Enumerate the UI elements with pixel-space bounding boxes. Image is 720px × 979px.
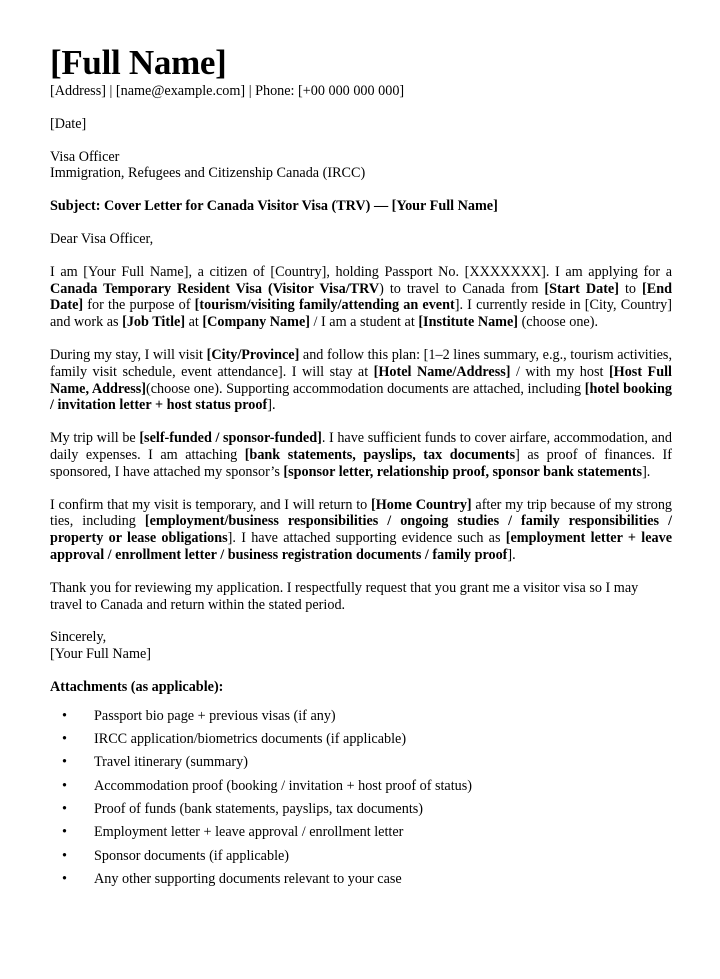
text-run: ] as proof of finances. If sponsored, I have attached my sponsor’s (50, 446, 672, 480)
salutation: Dear Visa Officer, (50, 230, 154, 247)
list-item (50, 871, 672, 894)
text-run: for the purpose of (83, 297, 195, 314)
signature-block (50, 629, 672, 663)
recipient-organization: Immigration, Refugees and Citizenship Canada (IRCC) (50, 165, 366, 182)
bullet-icon: • (62, 777, 67, 794)
text-run: I confirm that my visit is temporary, and I will return to (50, 496, 371, 513)
recipient-block (50, 149, 672, 183)
bold-run: [sponsor letter, relationship proof, sponsor bank statements (283, 463, 643, 480)
paragraph-funding (50, 430, 672, 480)
list-item-text: Travel itinerary (summary) (94, 754, 248, 771)
text-run: During my stay, I will visit (50, 346, 207, 363)
bold-run: [City/Province] (206, 346, 300, 363)
bold-run: Canada Temporary Resident Visa (Visitor Visa/TRV (50, 280, 380, 297)
list-item (50, 824, 672, 847)
list-item-text: Accommodation proof (booking / invitation + host proof of status) (94, 777, 473, 794)
text-run: after my trip because of my strong ties, including (50, 496, 673, 530)
attachments-heading (50, 679, 672, 696)
bold-run: [self-funded / sponsor-funded] (139, 430, 322, 447)
bold-run: [bank statements, payslips, tax documents (244, 446, 516, 463)
text-run: ]. I currently reside in [City, Country] and work as (50, 297, 672, 331)
text-run: and follow this plan: [1–2 lines summary, e.g., tourism activities, family visit schedule, event attendance]. I will stay at (50, 346, 672, 380)
bullet-icon: • (62, 754, 67, 771)
contact-line: [Address] | [name@example.com] | Phone: [+00 000 000 000] (50, 83, 405, 99)
bold-run: [Start Date] (544, 280, 619, 297)
text-run: ]. (507, 546, 516, 563)
paragraph-purpose (50, 264, 672, 331)
bullet-icon: • (62, 731, 67, 748)
list-item (50, 708, 672, 731)
text-run: / I am a student at (309, 314, 419, 331)
bullet-icon: • (62, 707, 67, 724)
list-item (50, 778, 672, 801)
text-run: to (618, 280, 643, 297)
bold-run: [hotel booking / invitation letter + host status proof (50, 380, 672, 414)
recipient-title: Visa Officer (50, 148, 120, 165)
attachments-heading-text: Attachments (as applicable): (50, 678, 224, 695)
text-run: I am [Your Full Name], a citizen of [Country], holding Passport No. [XXXXXXX]. I am applying for a (50, 263, 672, 280)
list-item-text: Sponsor documents (if applicable) (94, 847, 290, 864)
list-item (50, 754, 672, 777)
text-run: . I have sufficient funds to cover airfare, accommodation, and daily expenses. I am attaching (50, 430, 672, 463)
date-line: [Date] (50, 115, 87, 132)
bold-run: [employment/business responsibilities / ongoing studies / family responsibilities / property or lease obligations (50, 513, 673, 547)
paragraph-closing-request: Thank you for reviewing my application. I respectfully request that you grant me a visitor visa so I may travel to Canada and return within the stated period. (50, 579, 639, 613)
list-item (50, 848, 672, 871)
bold-run: [Hotel Name/Address] (373, 363, 511, 380)
list-item (50, 801, 672, 824)
text-run: / with my host (510, 363, 609, 380)
text-run: My trip will be (50, 430, 140, 447)
bullet-icon: • (62, 847, 67, 864)
bold-run: [Company Name] (202, 314, 310, 331)
applicant-name-heading: [Full Name] (50, 43, 227, 82)
list-item-text: Employment letter + leave approval / enrollment letter (94, 824, 404, 841)
bold-run: [Home Country] (370, 496, 472, 513)
bold-run: [End Date] (50, 280, 672, 314)
bold-run: [Host Full Name, Address] (50, 363, 672, 397)
list-item-text: IRCC application/biometrics documents (if applicable) (94, 731, 407, 748)
attachments-list (50, 708, 672, 894)
bullet-icon: • (62, 870, 67, 887)
list-item-text: Proof of funds (bank statements, payslips, tax documents) (94, 800, 424, 817)
cover-letter-page (50, 44, 672, 894)
bold-run: [employment letter + leave approval / enrollment letter / business registration documents / family proof (50, 530, 672, 563)
text-run: (choose one). (518, 314, 598, 331)
bullet-icon: • (62, 824, 67, 841)
paragraph-ties (50, 497, 672, 564)
signoff: Sincerely, (50, 629, 107, 646)
bold-run: [tourism/visiting family/attending an event (194, 297, 455, 314)
list-item (50, 731, 672, 754)
paragraph-stay-plan (50, 347, 672, 414)
text-run: ]. (642, 463, 651, 480)
list-item-text: Passport bio page + previous visas (if any) (94, 707, 336, 724)
signature-name: [Your Full Name] (50, 646, 152, 663)
text-run: ]. I have attached supporting evidence such as (227, 530, 506, 547)
bold-run: [Job Title] (122, 314, 186, 331)
text-run: ]. (267, 397, 276, 414)
list-item-text: Any other supporting documents relevant to your case (94, 870, 402, 887)
text-run: (choose one). Supporting accommodation documents are attached, including (145, 380, 585, 397)
text-run: at (185, 314, 203, 331)
text-run: ) to travel to Canada from (379, 280, 545, 297)
bullet-icon: • (62, 800, 67, 817)
bold-run: [Institute Name] (418, 314, 519, 331)
subject-line: Subject: Cover Letter for Canada Visitor Visa (TRV) — [Your Full Name] (50, 198, 498, 215)
